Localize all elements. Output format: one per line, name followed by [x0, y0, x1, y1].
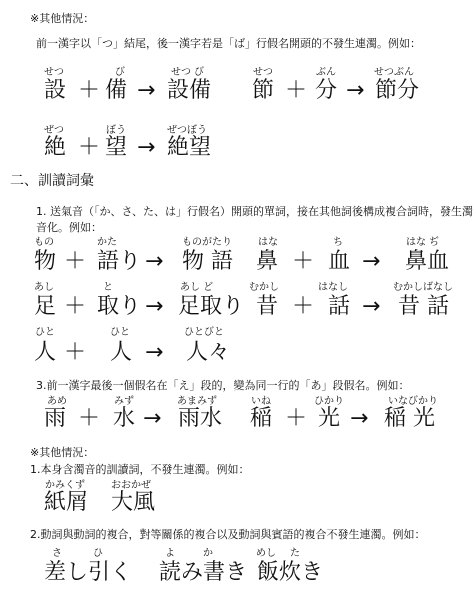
- furigana: ひ: [93, 548, 103, 559]
- kanji: 昔 話: [398, 294, 449, 319]
- furigana: せつ: [44, 67, 64, 78]
- kanji: 絶: [44, 135, 67, 160]
- plus-sign: ＋: [285, 78, 308, 103]
- kanji: 読み書き: [159, 560, 248, 585]
- arrow-icon: →: [362, 249, 381, 274]
- kanji: 取り: [97, 294, 142, 319]
- furigana: か: [203, 548, 213, 559]
- kanji: 節: [252, 78, 275, 103]
- plus-sign: ＋: [64, 249, 87, 274]
- arrow-icon: →: [350, 406, 369, 431]
- furigana: ひと: [35, 327, 55, 338]
- furigana: いね: [251, 396, 271, 407]
- furigana: せつ: [253, 67, 273, 78]
- arrow-icon: →: [143, 406, 162, 431]
- furigana: さ: [52, 548, 62, 559]
- furigana: せつぶん: [374, 67, 414, 78]
- kanji: 大風: [111, 490, 156, 515]
- plus-sign: ＋: [292, 249, 315, 274]
- furigana: めし: [256, 548, 276, 559]
- kanji: 稲: [250, 406, 273, 431]
- kanji: 光: [318, 406, 341, 431]
- arrow-icon: →: [145, 340, 164, 365]
- furigana: いなびかり: [388, 396, 438, 407]
- kanji: 分: [315, 78, 338, 103]
- kanji: 語り: [97, 249, 142, 274]
- plus-sign: ＋: [285, 406, 308, 431]
- furigana: あし: [34, 282, 54, 293]
- kanji: 設: [44, 78, 67, 103]
- furigana: はなし: [318, 282, 348, 293]
- arrow-icon: →: [346, 78, 365, 103]
- rule-voiced: 1.本身含濁音的訓讀詞，不發生連濁。例如：: [30, 463, 250, 476]
- kanji: 絶望: [167, 135, 212, 160]
- furigana: ひかり: [314, 396, 344, 407]
- furigana: あし ど: [180, 282, 214, 293]
- furigana: た: [290, 548, 300, 559]
- kanji: 足取り: [178, 294, 245, 319]
- other-cases-note-1: ※其他情況：: [30, 12, 95, 25]
- furigana: ぶん: [316, 67, 336, 78]
- rule-tsu-ba: 前一漢字以「つ」結尾，後一漢字若是「ば」行假名開頭的不發生連濁。例如：: [36, 37, 421, 50]
- arrow-icon: →: [145, 249, 164, 274]
- kanji: 物 語: [182, 249, 233, 274]
- kanji: 望: [105, 135, 128, 160]
- kanji: 紙屑: [44, 490, 89, 515]
- kanji: 飯炊き: [257, 560, 324, 585]
- arrow-icon: →: [137, 78, 156, 103]
- rule-aspirated-2: 音化。例如：: [36, 221, 102, 234]
- kanji: 話: [328, 294, 351, 319]
- rule-aspirated-1: 1. 送氣音（「か、さ、た、は」行假名）開頭的單詞，接在其他詞後構成複合詞時，發生濁: [36, 205, 474, 218]
- furigana: むかしばなし: [393, 282, 453, 293]
- furigana: かた: [97, 237, 117, 248]
- other-cases-note-2: ※其他情況：: [30, 446, 95, 459]
- furigana: よ: [165, 548, 175, 559]
- kanji: 節分: [375, 78, 420, 103]
- plus-sign: ＋: [292, 294, 315, 319]
- rule-e-row: 3.前一漢字最後一個假名在「え」段的，變為同一行的「あ」段假名。例如：: [36, 379, 410, 392]
- furigana: あまみず: [177, 396, 217, 407]
- furigana: あめ: [47, 396, 67, 407]
- furigana: と: [103, 282, 113, 293]
- plus-sign: ＋: [78, 78, 101, 103]
- kanji: 人々: [186, 340, 231, 365]
- kanji: 稲 光: [384, 406, 435, 431]
- furigana: せつ び: [171, 67, 205, 78]
- arrow-icon: →: [145, 294, 164, 319]
- kanji: 差し引く: [44, 560, 133, 585]
- plus-sign: ＋: [64, 294, 87, 319]
- plus-sign: ＋: [78, 135, 101, 160]
- furigana: おおかぜ: [111, 480, 151, 491]
- furigana: ぜつぼう: [167, 125, 207, 136]
- furigana: ものがたり: [182, 237, 232, 248]
- kanji: 雨水: [178, 406, 223, 431]
- arrow-icon: →: [362, 294, 381, 319]
- furigana: ぼう: [106, 125, 126, 136]
- furigana: みず: [114, 396, 134, 407]
- furigana: び: [115, 67, 125, 78]
- furigana: ひとびと: [184, 327, 224, 338]
- plus-sign: ＋: [64, 340, 87, 365]
- furigana: はな: [258, 237, 278, 248]
- furigana: ひと: [110, 327, 130, 338]
- kanji: 鼻血: [405, 249, 450, 274]
- furigana: ち: [333, 237, 343, 248]
- kanji: 物: [34, 249, 57, 274]
- section-heading: 二、訓讀詞彙: [10, 173, 94, 189]
- kanji: 雨: [44, 406, 67, 431]
- kanji: 水: [113, 406, 136, 431]
- furigana: もの: [34, 237, 54, 248]
- plus-sign: ＋: [78, 406, 101, 431]
- arrow-icon: →: [137, 135, 156, 160]
- furigana: むかし: [249, 282, 279, 293]
- furigana: ぜつ: [44, 125, 64, 136]
- furigana: かみくず: [45, 480, 85, 491]
- kanji: 鼻: [256, 249, 279, 274]
- kanji: 血: [328, 249, 351, 274]
- kanji: 足: [34, 294, 57, 319]
- kanji: 昔: [256, 294, 279, 319]
- kanji: 人: [110, 340, 133, 365]
- furigana: はな ぢ: [406, 237, 440, 248]
- kanji: 人: [34, 340, 57, 365]
- kanji: 設備: [167, 78, 212, 103]
- kanji: 備: [105, 78, 128, 103]
- rule-verb-compound: 2.動詞與動詞的複合，對等關係的複合以及動詞與賓語的複合不發生連濁。例如：: [30, 528, 426, 541]
